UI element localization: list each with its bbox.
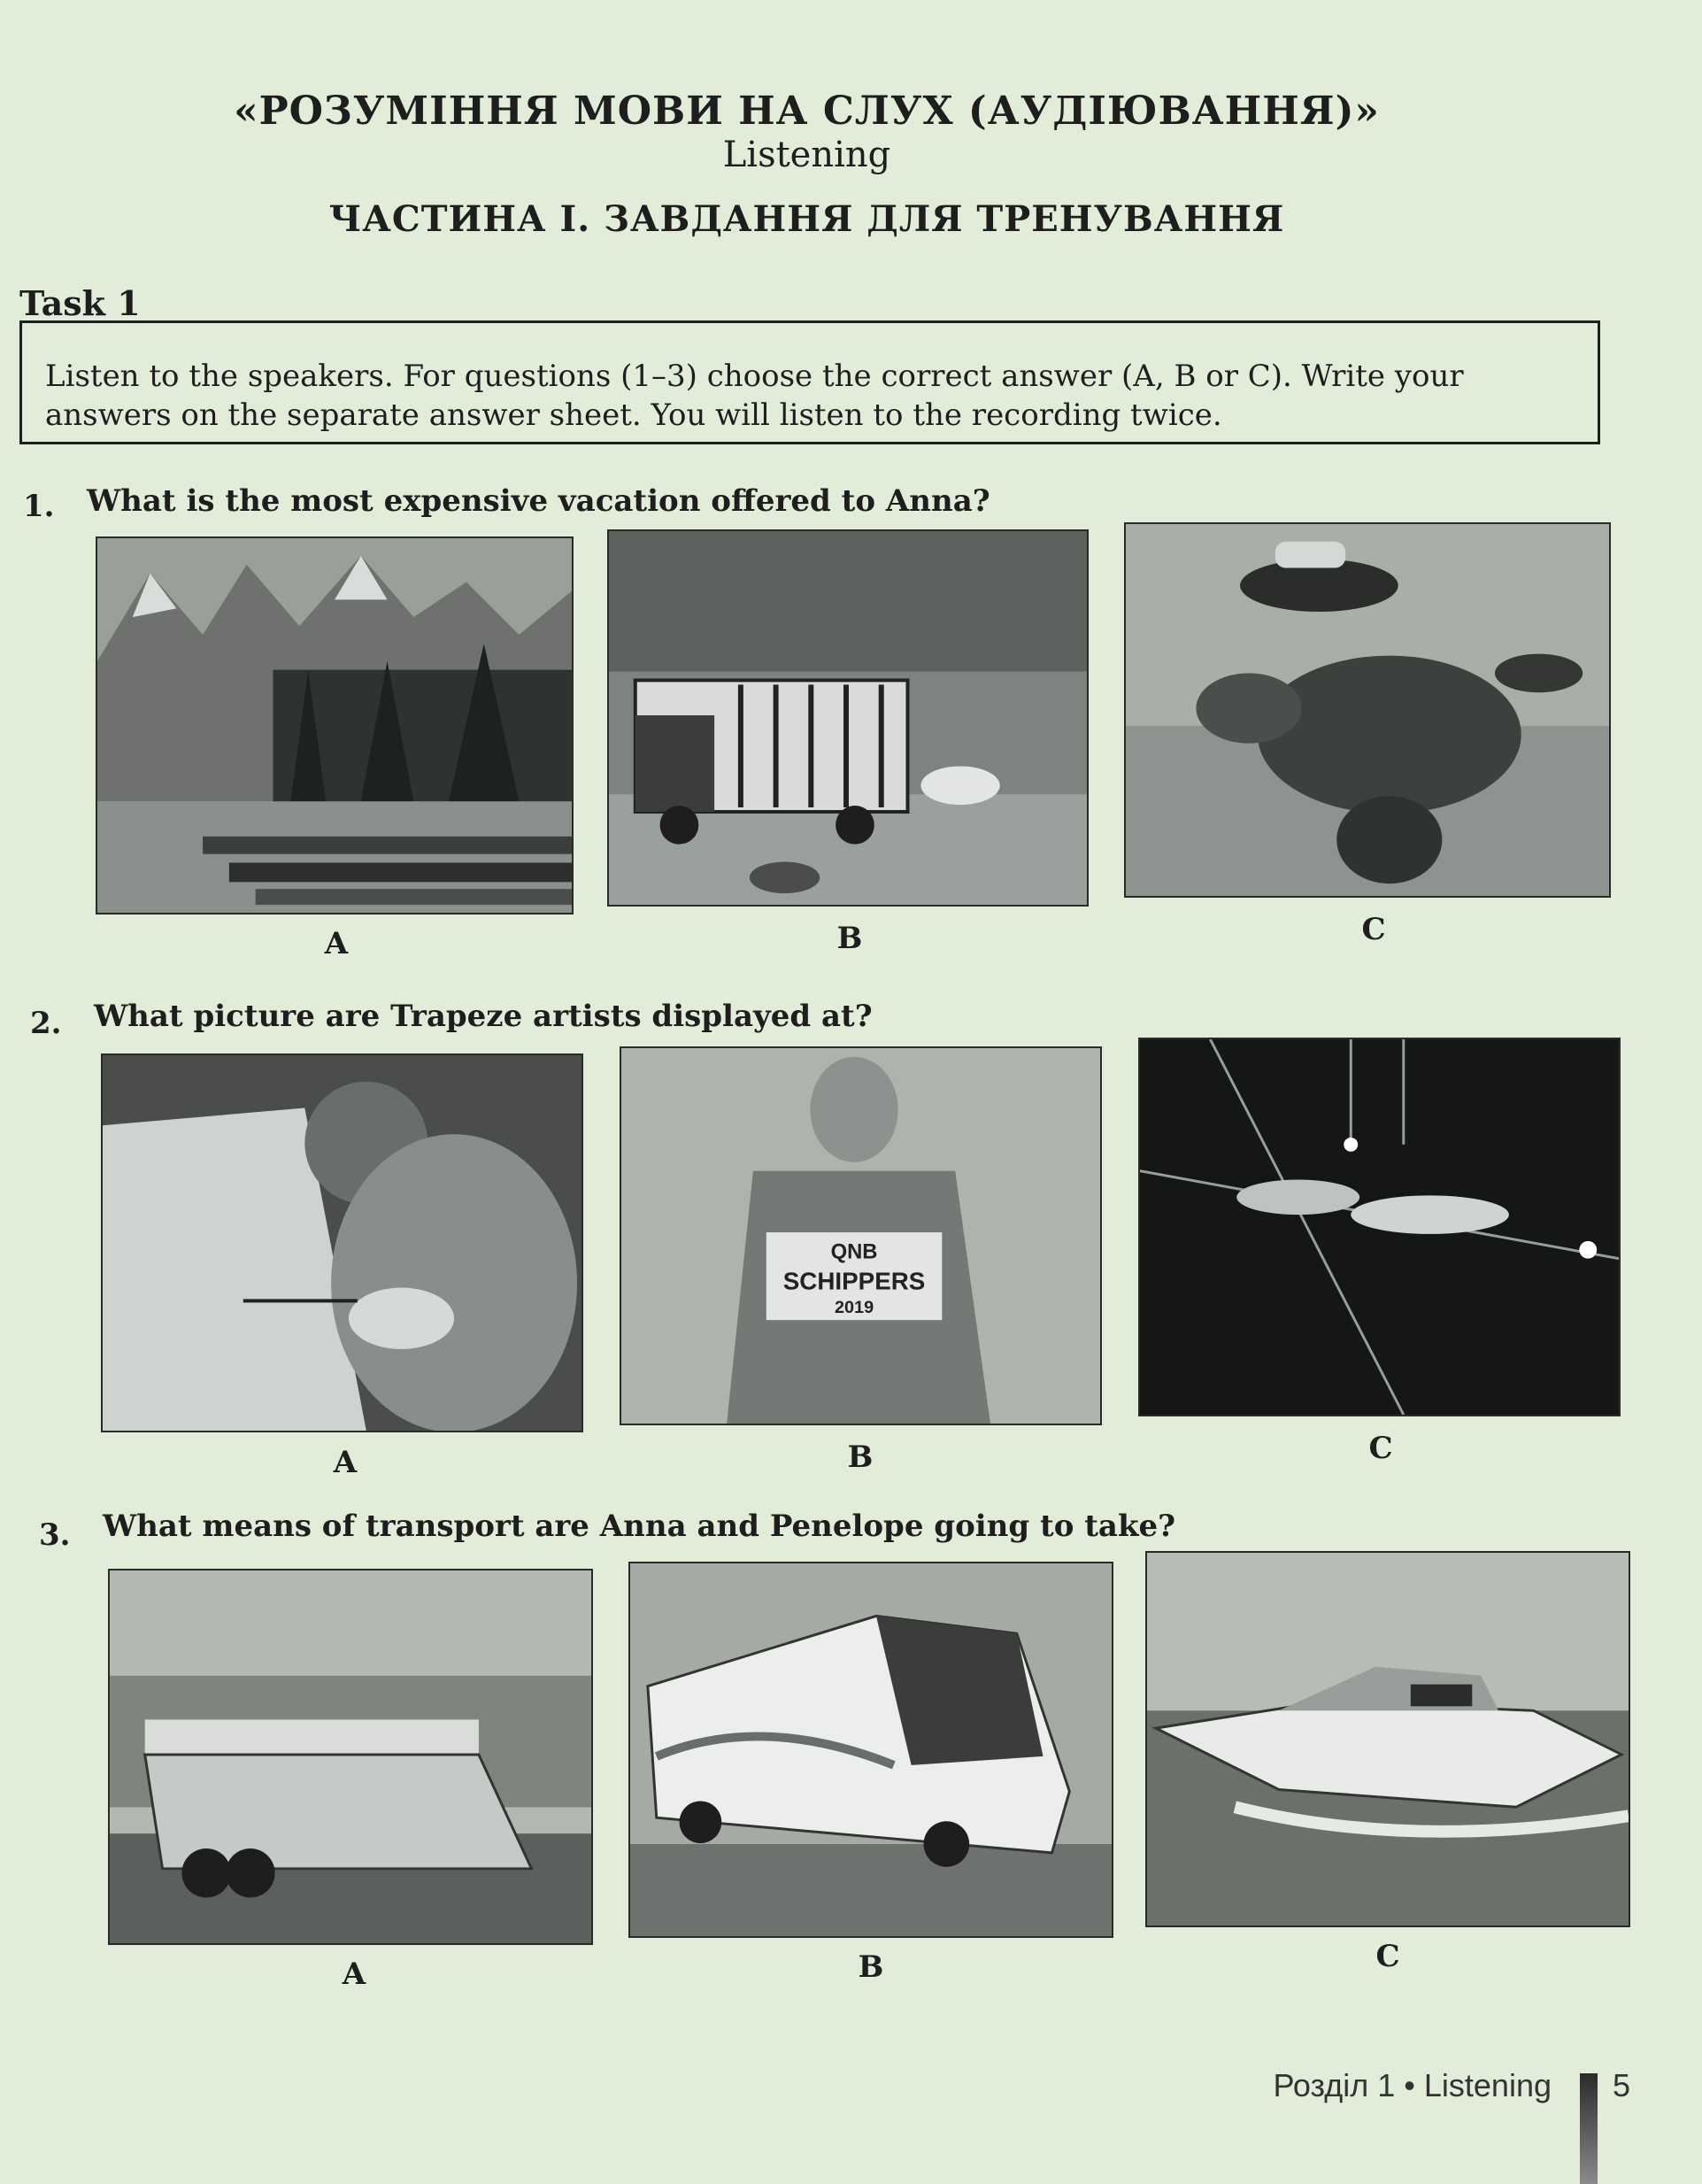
instructions-line-1: Listen to the speakers. For questions (1–3) choose the correct answer (A, B or C). Write your	[45, 359, 1464, 394]
footer-section: Розділ 1 • Listening	[1273, 2067, 1552, 2103]
painter-icon[interactable]	[101, 1053, 583, 1432]
option-label: A	[324, 926, 349, 961]
option-label: B	[858, 1949, 884, 1985]
bib-sponsor: QNB	[830, 1239, 878, 1264]
option-label: A	[342, 1956, 366, 1992]
question-number: 2.	[30, 1006, 62, 1041]
question-number: 3.	[39, 1517, 71, 1553]
scuba-diving-icon[interactable]	[1124, 522, 1611, 898]
question-text: What picture are Trapeze artists displayed at?	[94, 999, 873, 1034]
amphibious-vehicle-icon[interactable]	[108, 1569, 593, 1945]
task-label: Task 1	[19, 283, 141, 323]
coach-bus-icon[interactable]	[628, 1562, 1113, 1938]
trapeze-artists-icon[interactable]	[1138, 1038, 1621, 1416]
option-label: C	[1368, 1431, 1393, 1466]
bib-year: 2019	[834, 1298, 874, 1318]
mountain-lake-icon[interactable]	[96, 536, 574, 915]
question-text: What means of transport are Anna and Penelope going to take?	[103, 1509, 1176, 1544]
instructions-line-2: answers on the separate answer sheet. You will listen to the recording twice.	[45, 397, 1222, 433]
option-label: B	[847, 1439, 874, 1475]
section-subtitle: Listening	[722, 135, 891, 175]
question-text: What is the most expensive vacation offered to Anna?	[87, 483, 990, 519]
bib-name: SCHIPPERS	[782, 1267, 926, 1295]
option-label: C	[1375, 1939, 1400, 1974]
safari-truck-icon[interactable]	[607, 529, 1089, 907]
instructions-box	[19, 320, 1600, 444]
option-label: B	[836, 921, 863, 956]
page-number: 5	[1613, 2067, 1631, 2103]
option-label: A	[333, 1445, 358, 1480]
page-edge-bar	[1580, 2073, 1598, 2184]
part-title: ЧАСТИНА І. ЗАВДАННЯ ДЛЯ ТРЕНУВАННЯ	[328, 198, 1285, 240]
section-title: «РОЗУМІННЯ МОВИ НА СЛУХ (АУДІЮВАННЯ)»	[234, 89, 1380, 134]
athlete-icon[interactable]	[620, 1046, 1102, 1425]
option-label: C	[1361, 912, 1386, 947]
speedboat-icon[interactable]	[1145, 1551, 1630, 1927]
question-number: 1.	[23, 489, 55, 524]
